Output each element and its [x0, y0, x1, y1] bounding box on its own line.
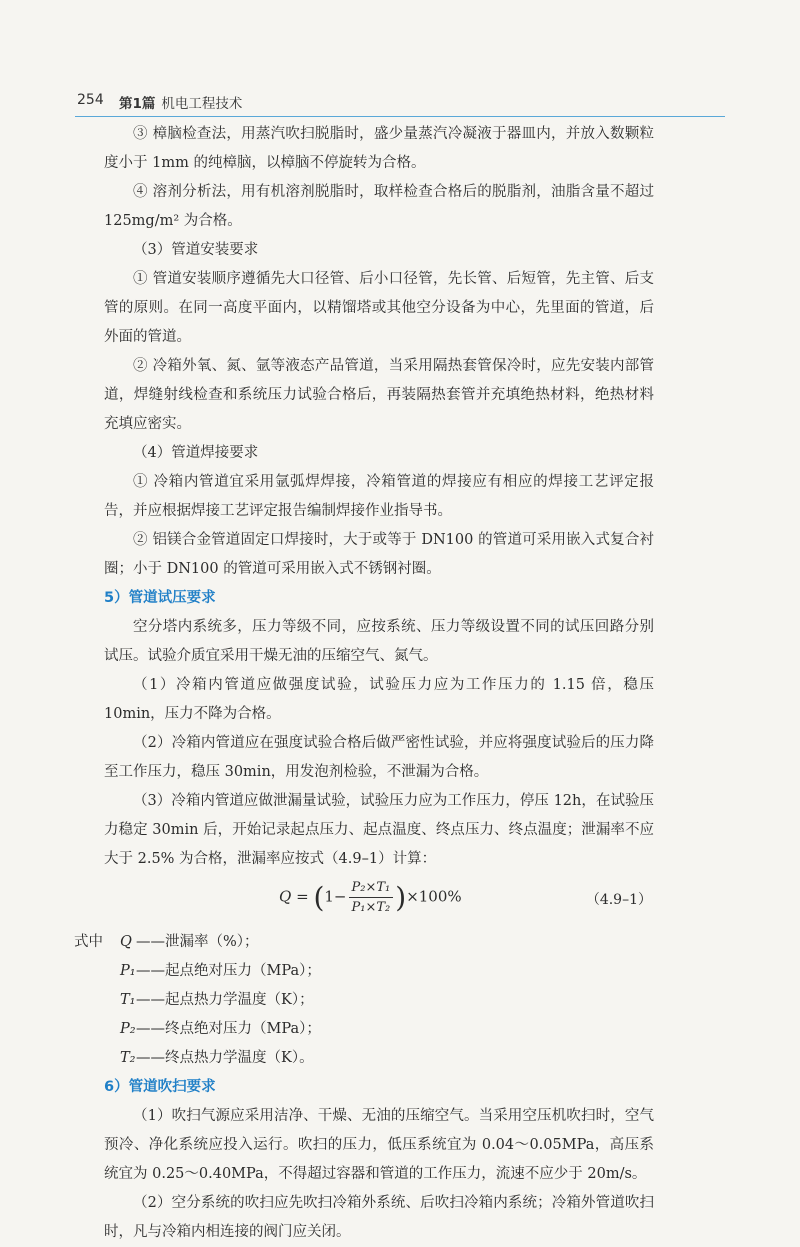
definition-symbol: Q	[120, 934, 132, 950]
definition-symbol: T₂	[120, 1050, 136, 1066]
formula-fraction	[349, 878, 394, 917]
definition-row	[120, 1015, 654, 1044]
formula-lhs: Q	[279, 887, 292, 906]
formula-expression: Q = (1− $\frac{\text{P₂×T₁}}{\text{P₁×T₂}}$ )×100%	[279, 880, 462, 915]
paragraph-insulated-sleeve: ② 冷箱外氧、氮、氩等液态产品管道，当采用隔热套管保冷时，应先安装内部管道，焊缝射线检查和系统压力试验合格后，再装隔热套管并充填绝热材料，绝热材料充填应密实。	[104, 358, 654, 432]
paragraph-alloy-welding: ② 铝镁合金管道固定口焊接时，大于或等于 DN100 的管道可采用嵌入式复合衬圈；小于 DN100 的管道可采用嵌入式不锈钢衬圈。	[104, 532, 654, 577]
definition-symbol: T₁	[120, 992, 136, 1008]
definition-row	[120, 986, 654, 1015]
formula-numerator: P₂×T₁	[349, 878, 394, 898]
definition-desc: ——起点热力学温度（K）；	[136, 992, 314, 1008]
page-number: 254	[77, 92, 104, 108]
definition-symbol: P₁	[120, 963, 136, 979]
part-label: 第1篇	[119, 96, 156, 112]
paragraph-tightness-test: （2）冷箱内管道应在强度试验合格后做严密性试验，并应将强度试验后的压力降至工作压力，稳压 30min，用发泡剂检验，不泄漏为合格。	[104, 735, 654, 780]
paragraph-strength-test: （1）冷箱内管道应做强度试验，试验压力应为工作压力的 1.15 倍，稳压 10min，压力不降为合格。	[104, 677, 654, 722]
paragraph-solvent-analysis: ④ 溶剂分析法，用有机溶剂脱脂时，取样检查合格后的脱脂剂，油脂含量不超过 125mg/m² 为合格。	[104, 184, 654, 229]
paragraph-purge-source: （1）吹扫气源应采用洁净、干燥、无油的压缩空气。当采用空压机吹扫时，空气预冷、净化系统应投入运行。吹扫的压力，低压系统宜为 0.04～0.05MPa，高压系统宜为 0.25～0.40MPa，不得超过容器和管道的工作压力，流速不应少于 20m/s。	[104, 1108, 654, 1182]
formula-one-minus: 1−	[324, 887, 347, 906]
paragraph-install-order: ① 管道安装顺序遵循先大口径管、后小口径管，先长管、后短管，先主管、后支管的原则。在同一高度平面内，以精馏塔或其他空分设备为中心，先里面的管道，后外面的管道。	[104, 271, 654, 345]
paragraph-camphor-test: ③ 樟脑检查法，用蒸汽吹扫脱脂时，盛少量蒸汽冷凝液于器皿内，并放入数颗粒度小于 1mm 的纯樟脑，以樟脑不停旋转为合格。	[104, 126, 654, 171]
definition-lead: 式中	[74, 934, 103, 950]
chapter-label	[119, 92, 242, 112]
body-text	[74, 120, 654, 1247]
definition-row	[74, 928, 654, 957]
paragraph-pressure-intro: 空分塔内系统多，压力等级不同，应按系统、压力等级设置不同的试压回路分别试压。试验介质宜采用干燥无油的压缩空气、氮气。	[104, 619, 654, 664]
leak-rate-formula	[104, 874, 654, 928]
formula-denominator: P₁×T₂	[351, 900, 391, 915]
paragraph-purge-order: （2）空分系统的吹扫应先吹扫冷箱外系统、后吹扫冷箱内系统；冷箱外管道吹扫时，凡与冷箱内相连接的阀门应关闭。	[104, 1195, 654, 1240]
formula-definitions	[74, 928, 654, 1073]
definition-desc: ——泄漏率（%）；	[136, 934, 259, 950]
paragraph-argon-welding: ① 冷箱内管道宜采用氩弧焊焊接，冷箱管道的焊接应有相应的焊接工艺评定报告，并应根据焊接工艺评定报告编制焊接作业指导书。	[104, 474, 654, 519]
definition-symbol: P₂	[120, 1021, 136, 1037]
formula-number: （4.9–1）	[585, 892, 652, 908]
definition-desc: ——起点绝对压力（MPa）；	[136, 963, 321, 979]
running-header	[75, 88, 725, 117]
part-title: 机电工程技术	[161, 96, 243, 112]
section-heading-pressure-test: 5）管道试压要求	[104, 590, 216, 606]
section-heading-welding: （4）管道焊接要求	[133, 445, 259, 461]
formula-equals: =	[296, 887, 309, 906]
section-heading-purging: 6）管道吹扫要求	[104, 1079, 216, 1095]
paragraph-leak-test: （3）冷箱内管道应做泄漏量试验，试验压力应为工作压力，停压 12h，在试验压力稳定 30min 后，开始记录起点压力、起点温度、终点压力、终点温度；泄漏率不应大于 2.5% 为合格，泄漏率应按式（4.9–1）计算：	[104, 793, 654, 867]
formula-times: ×100%	[406, 887, 462, 906]
section-heading-installation: （3）管道安装要求	[133, 242, 259, 258]
definition-row	[120, 957, 654, 986]
definition-desc: ——终点绝对压力（MPa）；	[136, 1021, 321, 1037]
definition-row	[120, 1044, 654, 1073]
definition-desc: ——终点热力学温度（K）。	[136, 1050, 314, 1066]
